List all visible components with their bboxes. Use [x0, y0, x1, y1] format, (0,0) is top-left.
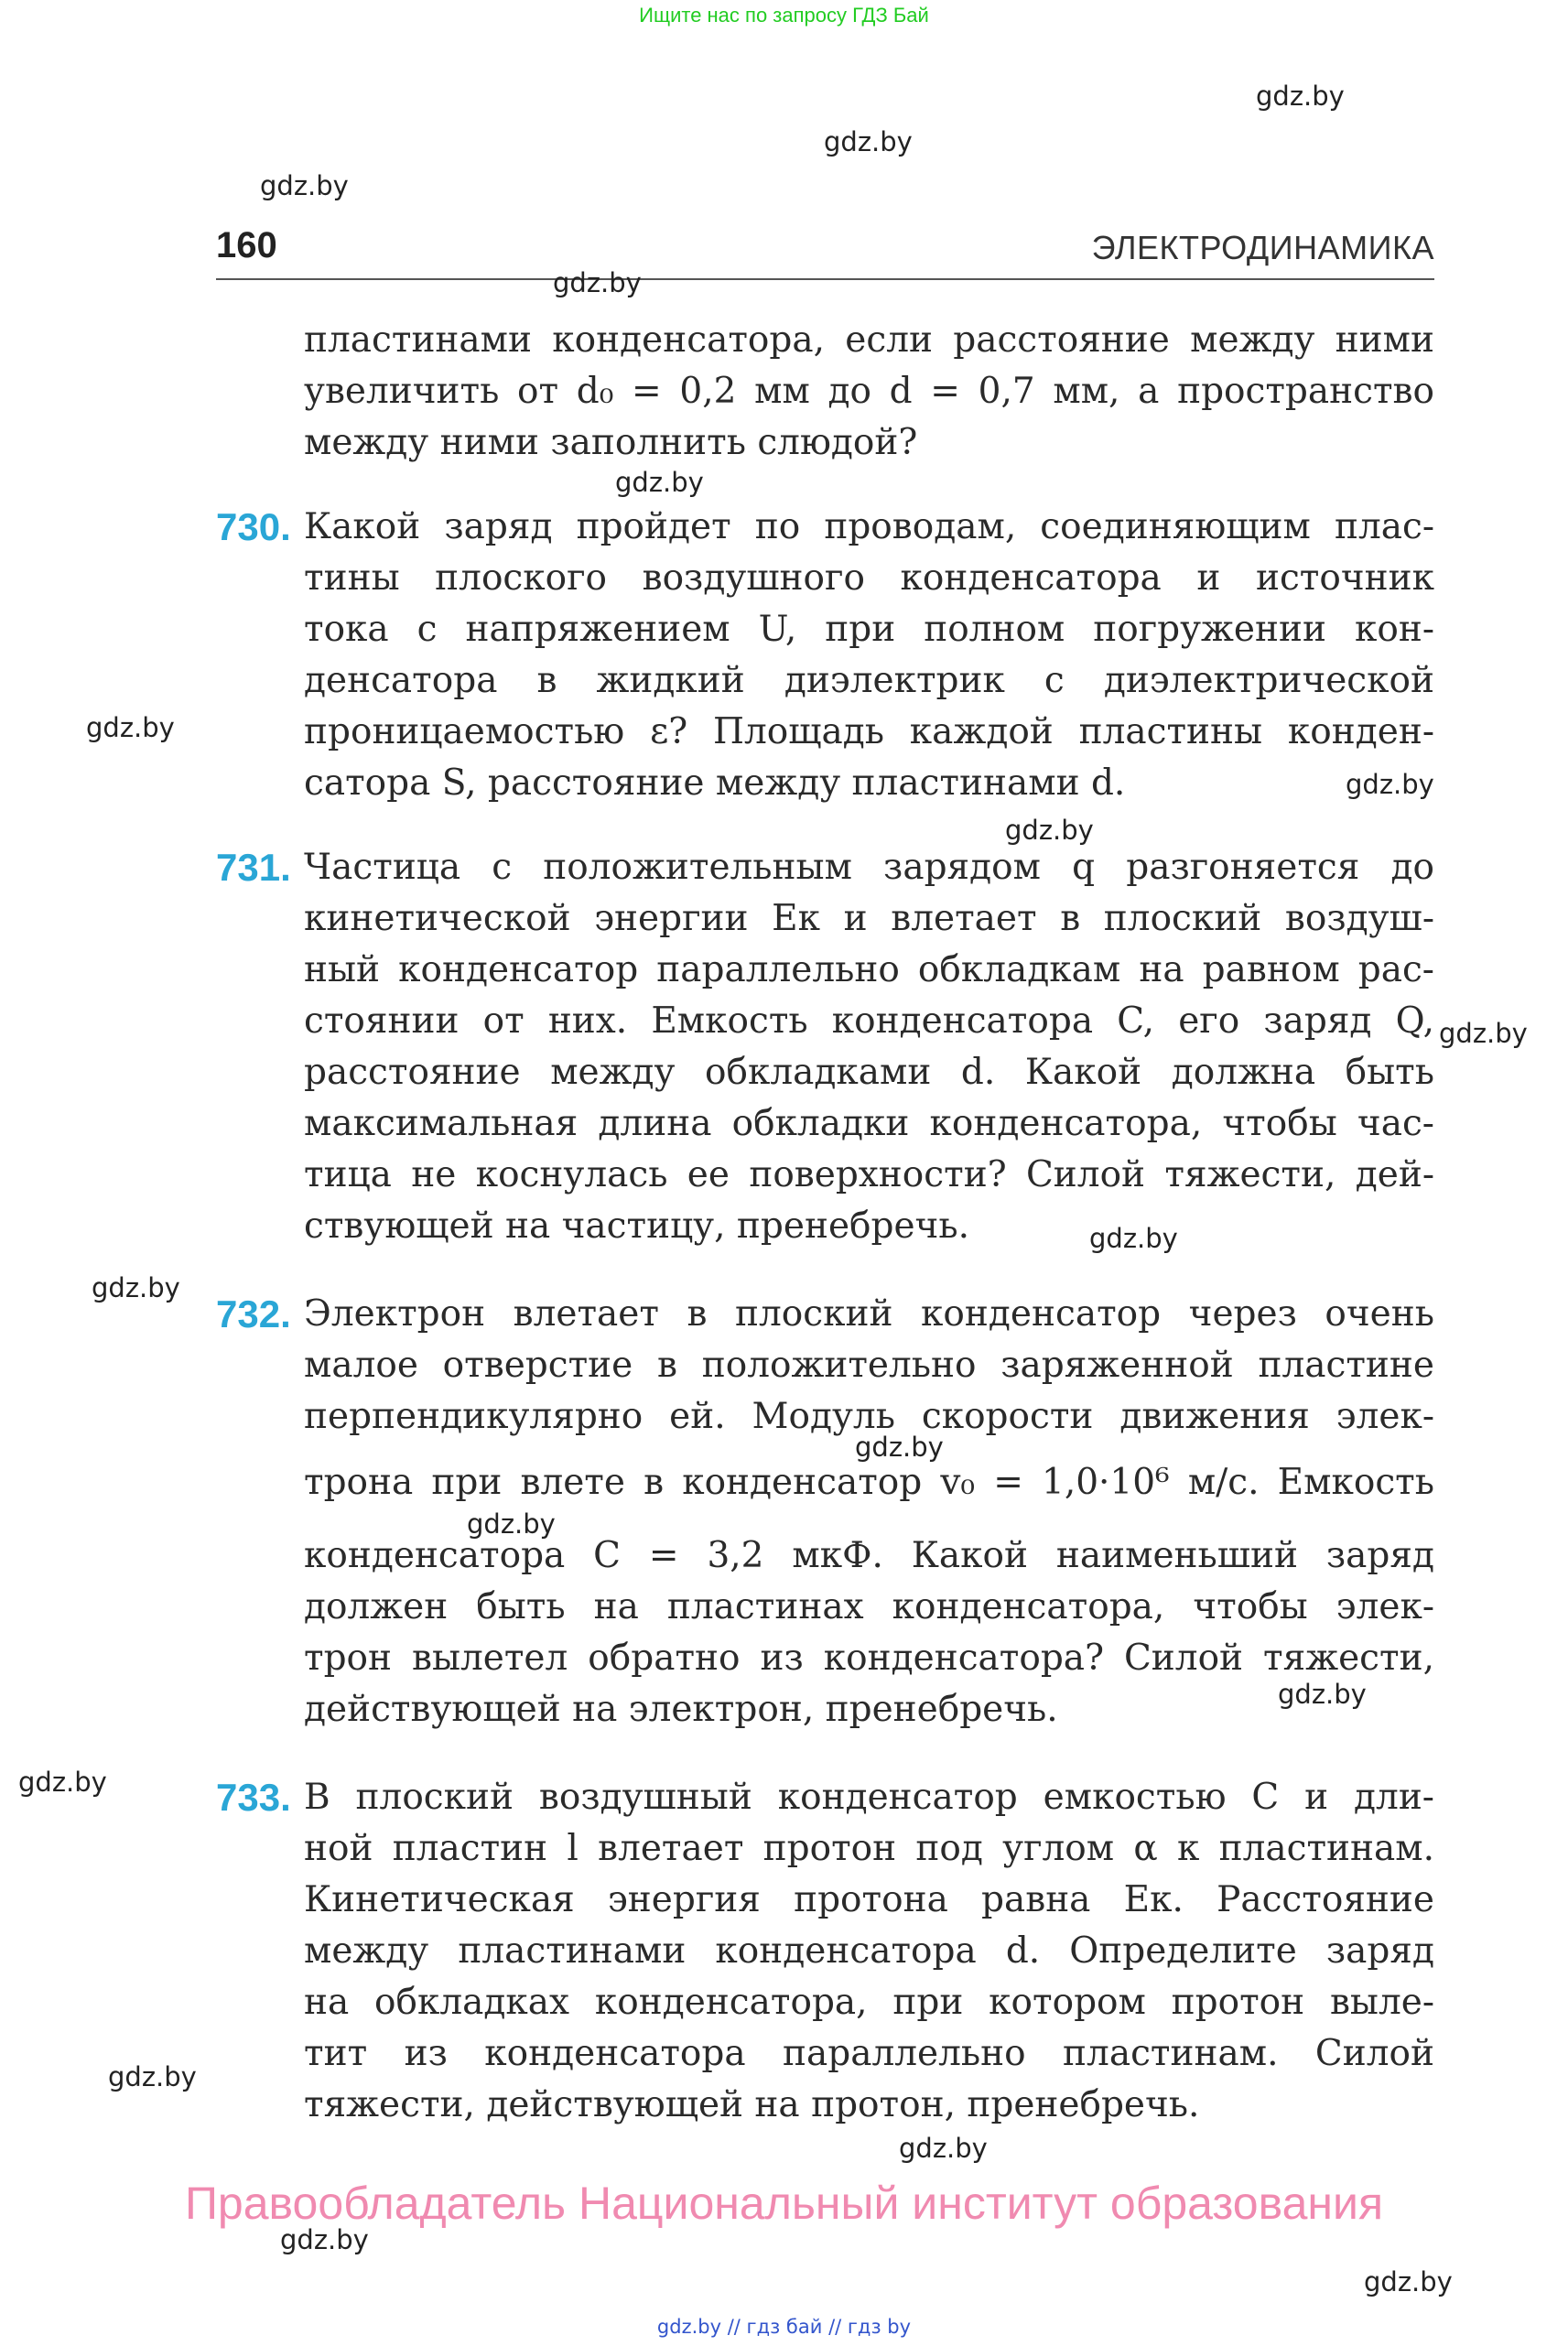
text-line: кинетической энергии Eк и влетает в плоский воздуш-	[304, 898, 1434, 939]
watermark: gdz.by	[1439, 1018, 1528, 1049]
text-line: проницаемостью ε? Площадь каждой пластины конден-	[304, 711, 1434, 752]
watermark: gdz.by	[1278, 1679, 1367, 1710]
text-line: на обкладках конденсатора, при котором протон выле-	[304, 1982, 1434, 2023]
text-line: пластинами конденсатора, если расстояние между ними	[304, 319, 1434, 361]
text-line: тяжести, действующей на протон, пренебречь.	[304, 2084, 1200, 2125]
text-line: между пластинами конденсатора d. Определите заряд	[304, 1930, 1434, 1972]
watermark: gdz.by	[467, 1508, 556, 1540]
watermark: gdz.by	[615, 467, 704, 498]
text-line: ной пластин l влетает протон под углом α к пластинам.	[304, 1828, 1434, 1869]
text-line: В плоский воздушный конденсатор емкостью C и дли-	[304, 1777, 1434, 1818]
text-line: Частица с положительным зарядом q разгоняется до	[304, 847, 1434, 888]
header-rule	[216, 278, 1434, 280]
text-line: должен быть на пластинах конденсатора, чтобы элек-	[304, 1586, 1434, 1627]
watermark: gdz.by	[92, 1272, 180, 1303]
text-line: тины плоского воздушного конденсатора и источник	[304, 557, 1434, 599]
footer-links: gdz.by // гдз бай // гдз by	[656, 2316, 912, 2338]
text-line: Какой заряд пройдет по проводам, соединяющим плас-	[304, 506, 1434, 547]
watermark: gdz.by	[855, 1432, 944, 1463]
text-line: ный конденсатор параллельно обкладкам на равном рас-	[304, 949, 1434, 990]
text-line: стоянии от них. Емкость конденсатора C, его заряд Q,	[304, 1000, 1434, 1042]
watermark: gdz.by	[1256, 81, 1345, 112]
text-line: тица не коснулась ее поверхности? Силой тяжести, дей-	[304, 1154, 1434, 1195]
watermark: gdz.by	[1364, 2266, 1453, 2297]
watermark: gdz.by	[824, 126, 913, 157]
problem-number-733: 733.	[216, 1776, 291, 1819]
section-title: ЭЛЕКТРОДИНАМИКА	[1091, 229, 1434, 266]
text-line: увеличить от d₀ = 0,2 мм до d = 0,7 мм, а пространство	[304, 371, 1434, 412]
text-line: максимальная длина обкладки конденсатора, чтобы час-	[304, 1103, 1434, 1144]
text-line: Электрон влетает в плоский конденсатор через очень	[304, 1293, 1434, 1335]
copyright-notice: Правообладатель Национальный институт образования	[184, 2178, 1384, 2229]
problem-number-732: 732.	[216, 1292, 291, 1335]
text-line: конденсатора C = 3,2 мкФ. Какой наименьший заряд	[304, 1535, 1434, 1576]
top-banner: Ищите нас по запросу ГДЗ Бай	[639, 4, 929, 27]
watermark: gdz.by	[1089, 1223, 1178, 1254]
text-line: трона при влете в конденсатор v₀ = 1,0·10⁶ м/с. Емкость	[304, 1462, 1434, 1503]
text-line: тока с напряжением U, при полном погружении кон-	[304, 609, 1434, 650]
text-line: между ними заполнить слюдой?	[304, 422, 918, 463]
text-line: тит из конденсатора параллельно пластинам. Силой	[304, 2033, 1434, 2074]
text-line: расстояние между обкладками d. Какой должна быть	[304, 1052, 1434, 1093]
watermark: gdz.by	[280, 2224, 369, 2255]
text-line: сатора S, расстояние между пластинами d.	[304, 762, 1126, 804]
watermark: gdz.by	[899, 2133, 988, 2164]
text-line: малое отверстие в положительно заряженной пластине	[304, 1345, 1434, 1386]
text-line: денсатора в жидкий диэлектрик с диэлектрической	[304, 660, 1434, 701]
watermark: gdz.by	[260, 170, 349, 201]
watermark: gdz.by	[553, 267, 642, 298]
watermark: gdz.by	[108, 2061, 197, 2092]
text-line: перпендикулярно ей. Модуль скорости движения элек-	[304, 1396, 1434, 1437]
problem-number-731: 731.	[216, 846, 291, 889]
text-line: Кинетическая энергия протона равна Eк. Расстояние	[304, 1879, 1434, 1920]
problem-number-730: 730.	[216, 505, 291, 548]
text-line: ствующей на частицу, пренебречь.	[304, 1205, 969, 1247]
page-number: 160	[216, 225, 277, 265]
text-line: трон вылетел обратно из конденсатора? Силой тяжести,	[304, 1638, 1434, 1679]
text-line: действующей на электрон, пренебречь.	[304, 1689, 1058, 1730]
watermark: gdz.by	[86, 712, 175, 743]
watermark: gdz.by	[1005, 815, 1094, 846]
watermark: gdz.by	[18, 1767, 107, 1798]
watermark: gdz.by	[1346, 769, 1434, 800]
